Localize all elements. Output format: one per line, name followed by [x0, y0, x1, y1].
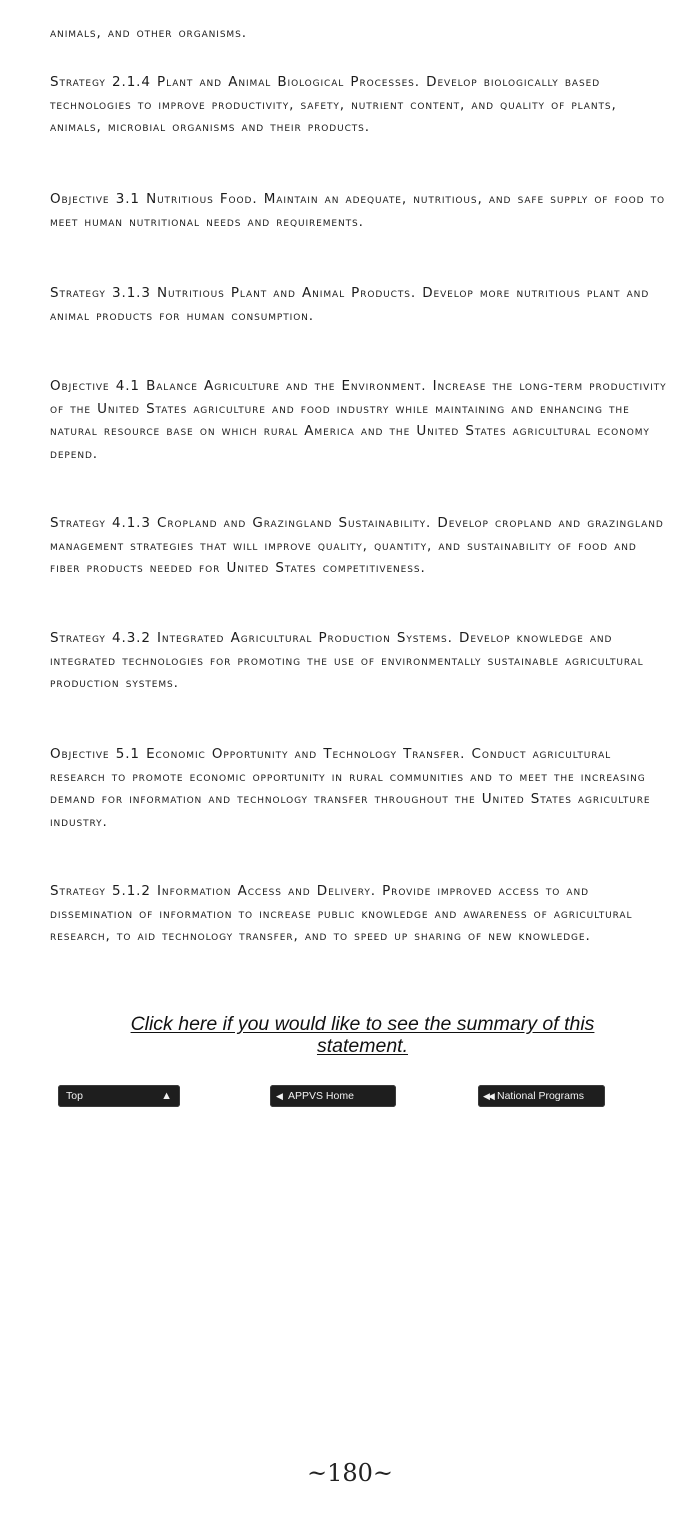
summary-link[interactable]: Click here if you would like to see the summary of this statement.: [130, 1013, 595, 1057]
strategy-4-3-2: Strategy 4.3.2 Integrated Agricultural Production Systems. Develop knowledge and integrated technologies for promoting the use of environmentally sustainable agricultural production systems.: [50, 630, 644, 691]
up-arrow-icon: ▲: [161, 1090, 172, 1102]
objective-5-1: Objective 5.1 Economic Opportunity and Technology Transfer. Conduct agricultural research to promote economic opportunity in rural communities and to meet the increasing demand for information and technology transfer throughout the United States agriculture industry.: [50, 746, 651, 830]
left-arrow-icon: ◀: [276, 1091, 283, 1101]
double-left-arrow-icon: ◀◀: [483, 1091, 493, 1101]
page-number: ~180~: [306, 1459, 394, 1487]
national-programs-button-label: National Programs: [497, 1090, 584, 1102]
objective-4-1: Objective 4.1 Balance Agriculture and the Environment. Increase the long-term productivity of the United States agriculture and food industry while maintaining and enhancing the natural resource base on which rural America and the United States agricultural economy depend.: [50, 378, 667, 462]
strategy-3-1-3: Strategy 3.1.3 Nutritious Plant and Animal Products. Develop more nutritious plant and animal products for human consumption.: [50, 285, 650, 324]
national-programs-button[interactable]: [478, 1085, 605, 1107]
strategy-5-1-2: Strategy 5.1.2 Information Access and Delivery. Provide improved access to and dissemination of information to increase public knowledge and awareness of agricultural research, to aid technology transfer, and to speed up sharing of new knowledge.: [50, 883, 633, 944]
top-button[interactable]: [58, 1085, 180, 1107]
strategy-2-1-4: Strategy 2.1.4 Plant and Animal Biological Processes. Develop biologically based technologies to improve productivity, safety, nutrient content, and quality of plants, animals, microbial organisms and their products.: [50, 74, 617, 135]
appvs-home-button-label: APPVS Home: [288, 1090, 354, 1102]
objective-3-1: Objective 3.1 Nutritious Food. Maintain an adequate, nutritious, and safe supply of food to meet human nutritional needs and requirements.: [50, 191, 666, 230]
top-button-label: Top: [66, 1090, 83, 1102]
appvs-home-button[interactable]: [270, 1085, 396, 1107]
continuation-text: animals, and other organisms.: [50, 25, 247, 41]
strategy-4-1-3: Strategy 4.1.3 Cropland and Grazingland Sustainability. Develop cropland and grazingland management strategies that will improve quality, quantity, and sustainability of food and fiber products needed for United States competitiveness.: [50, 515, 664, 576]
